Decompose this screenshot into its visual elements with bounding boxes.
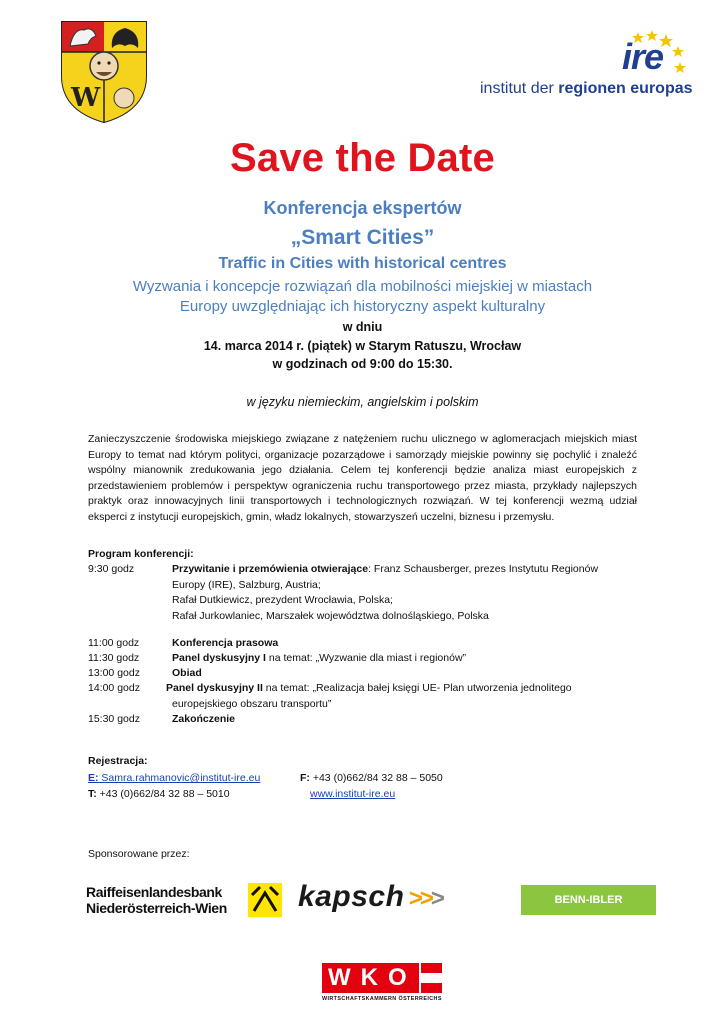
raiffeisen-line-2: Niederösterreich-Wien bbox=[86, 900, 227, 916]
page-title: Save the Date bbox=[230, 136, 495, 180]
program-detail: na temat: „Wyzwanie dla miast i regionów” bbox=[265, 652, 467, 664]
benn-ibler-logo: BENN-IBLER bbox=[521, 885, 656, 915]
program-time: 11:00 godz bbox=[88, 637, 140, 649]
program-detail: na temat: „Realizacja bałej księgi UE- Plan utworzenia jednolitego bbox=[262, 682, 572, 694]
program-heading: Program konferencji: bbox=[88, 548, 194, 560]
registration-fax: F: +43 (0)662/84 32 88 – 5050 bbox=[300, 772, 443, 784]
program-title: Obiad bbox=[172, 667, 202, 679]
raiffeisen-logo bbox=[86, 885, 286, 919]
event-line-3: Traffic in Cities with historical centres bbox=[218, 255, 507, 272]
program-time: 13:00 godz bbox=[88, 667, 140, 679]
program-title: Panel dyskusyjny I bbox=[172, 652, 266, 664]
website-link[interactable]: www.institut-ire.eu bbox=[310, 788, 396, 800]
kapsch-logo bbox=[298, 880, 442, 916]
crest-icon bbox=[58, 18, 150, 124]
event-hours: w godzinach od 9:00 do 15:30. bbox=[272, 357, 453, 371]
kapsch-wordmark: kapsch bbox=[298, 880, 405, 913]
program-time: 9:30 godz bbox=[88, 563, 135, 575]
raiffeisen-gable-icon bbox=[248, 883, 282, 917]
intro-paragraph: Zanieczyszczenie środowiska miejskiego związane z natężeniem ruchu ulicznego w aglomeracjach miejskich miast Europy to temat nad którym polityci, organizacje pozarządowe i samorządy miejskie powinny się pochylić i znaleźć wspólny mianownik zredukowania jego działania. Celem tej konferencji będzie analiza miast europejskich z przedstawieniem problemów i perspektyw ograniczenia ruchu transportowego przez miasta, przykłady najlepszych praktyk oraz innowacyjnych linii transportowych i technologicznych rozwiązań. W tej konferencji wezmą udział eksperci z instytucji europejskich, gmin, władz lokalnych, stowarzyszeń uczelni, biznesu i przemysłu. bbox=[88, 433, 637, 523]
wko-letters: WKO bbox=[322, 963, 419, 993]
program-title: Konferencja prasowa bbox=[172, 637, 279, 649]
raiffeisen-line-1: Raiffeisenlandesbank bbox=[86, 884, 222, 900]
program-item bbox=[88, 562, 648, 624]
event-line-6: w dniu bbox=[342, 320, 383, 334]
event-date-location: 14. marca 2014 r. (piątek) w Starym Ratuszu, Wrocław bbox=[203, 339, 522, 353]
ire-text-bold: regionen europas bbox=[558, 80, 693, 97]
event-languages: w języku niemieckim, angielskim i polskim bbox=[246, 395, 479, 409]
program-time: 15:30 godz bbox=[88, 713, 140, 725]
ire-text-light: institut der bbox=[480, 80, 559, 97]
program-title: Przywitanie i przemówienia otwierające bbox=[172, 563, 369, 575]
wko-subtitle: WIRTSCHAFTSKAMMERN ÖSTERREICHS bbox=[322, 996, 442, 1002]
program-detail: Rafał Dutkiewicz, prezydent Wrocławia, Polska; bbox=[172, 594, 393, 607]
program-time: 14:00 godz bbox=[88, 682, 140, 694]
sponsors-label: Sponsorowane przez: bbox=[88, 848, 190, 860]
event-line-2: „Smart Cities” bbox=[290, 226, 435, 249]
program-item bbox=[88, 681, 648, 713]
program-time: 11:30 godz bbox=[88, 652, 140, 664]
program-detail: europejskiego obszaru transportu” bbox=[172, 697, 332, 710]
registration-heading: Rejestracja: bbox=[88, 755, 148, 767]
ire-mark: ire bbox=[622, 36, 664, 77]
email-link[interactable]: E: Samra.rahmanovic@institut-ire.eu bbox=[88, 772, 261, 784]
program-title: Panel dyskusyjny II bbox=[166, 682, 263, 694]
event-line-4: Wyzwania i koncepcje rozwiązań dla mobilności miejskiej w miastach bbox=[132, 278, 593, 295]
event-line-1: Konferencja ekspertów bbox=[263, 198, 462, 218]
event-line-5: Europy uwzględniając ich historyczny aspekt kulturalny bbox=[179, 298, 546, 315]
program-title: Zakończenie bbox=[172, 713, 236, 725]
ire-logo bbox=[480, 28, 693, 104]
registration-phone: T: +43 (0)662/84 32 88 – 5010 bbox=[88, 788, 230, 800]
kapsch-arrows-icon: >>> bbox=[408, 885, 442, 912]
program-detail: Europy (IRE), Salzburg, Austria; bbox=[172, 578, 321, 591]
program-detail: Rafał Jurkowlaniec, Marszałek województwa dolnośląskiego, Polska bbox=[172, 609, 489, 622]
svg-text:W: W bbox=[71, 83, 101, 113]
wko-logo bbox=[322, 963, 442, 1009]
program-detail: : Franz Schausberger, prezes Instytutu Regionów bbox=[368, 563, 599, 575]
registration-email[interactable] bbox=[88, 771, 260, 787]
